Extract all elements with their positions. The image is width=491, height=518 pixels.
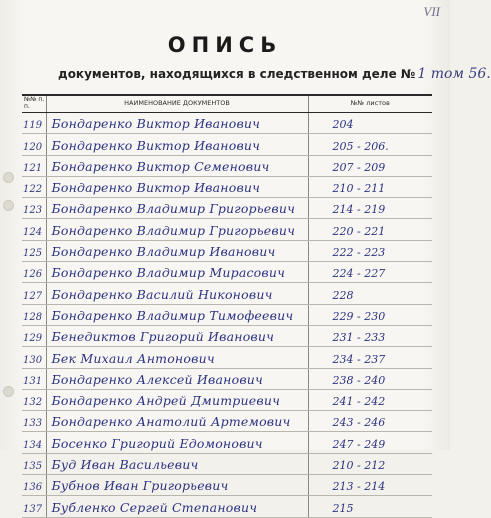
row-sheets: 228 <box>332 288 354 302</box>
row-sheets-cell <box>308 113 432 134</box>
row-sheets: 243 - 246 <box>332 416 386 430</box>
row-number-cell <box>22 432 46 453</box>
row-number-cell <box>22 198 46 219</box>
row-document-name: Бондаренко Виктор Иванович <box>51 137 261 153</box>
table-row <box>22 240 432 261</box>
table-row <box>22 262 432 283</box>
row-number: 137 <box>23 503 43 515</box>
row-document-name: Бондаренко Владимир Мирасович <box>51 265 286 281</box>
row-number-cell <box>22 113 46 134</box>
row-number-cell <box>22 240 46 261</box>
row-sheets-cell <box>308 432 432 453</box>
row-document-name: Бенедиктов Григорий Иванович <box>51 329 275 345</box>
row-number: 119 <box>23 120 43 132</box>
row-number-cell <box>22 389 46 410</box>
row-number-cell <box>22 453 46 474</box>
row-sheets: 247 - 249 <box>332 437 386 451</box>
subtitle-handwritten: 1 том 56. <box>417 66 491 82</box>
row-sheets-cell <box>308 496 432 517</box>
table-row <box>22 198 432 219</box>
row-sheets-cell <box>308 240 432 261</box>
row-number: 135 <box>23 461 43 473</box>
row-sheets-cell <box>308 347 432 368</box>
row-sheets: 231 - 233 <box>332 331 386 345</box>
row-number: 127 <box>23 290 43 302</box>
row-number-cell <box>22 262 46 283</box>
table-row <box>22 155 432 176</box>
row-document-name-cell <box>46 411 308 432</box>
row-document-name-cell <box>46 304 308 325</box>
row-document-name-cell <box>46 368 308 389</box>
table-body <box>22 113 432 518</box>
row-document-name-cell <box>46 262 308 283</box>
row-sheets-cell <box>308 389 432 410</box>
row-number: 123 <box>23 205 43 217</box>
row-document-name-cell <box>46 432 308 453</box>
table-row <box>22 304 432 325</box>
row-number-cell <box>22 496 46 517</box>
row-document-name-cell <box>46 475 308 496</box>
table-row <box>22 347 432 368</box>
row-document-name: Бондаренко Андрей Дмитриевич <box>51 393 281 409</box>
table-row <box>22 475 432 496</box>
row-sheets-cell <box>308 453 432 474</box>
row-document-name-cell <box>46 176 308 197</box>
row-number: 129 <box>23 333 43 345</box>
row-sheets: 210 - 211 <box>332 182 386 196</box>
header-sheets: №№ листов <box>308 95 432 113</box>
row-sheets: 210 - 212 <box>332 459 386 473</box>
row-sheets-cell <box>308 262 432 283</box>
table-row <box>22 219 432 240</box>
header-document-name: НАИМЕНОВАНИЕ ДОКУМЕНТОВ <box>46 95 308 113</box>
inventory-table <box>22 94 432 518</box>
row-document-name: Бондаренко Владимир Григорьевич <box>51 222 296 238</box>
row-document-name: Бондаренко Виктор Иванович <box>51 180 261 196</box>
row-document-name: Бондаренко Виктор Семенович <box>51 158 270 174</box>
row-document-name-cell <box>46 283 308 304</box>
row-document-name: Бондаренко Владимир Григорьевич <box>51 201 296 217</box>
table-row <box>22 389 432 410</box>
row-document-name: Бондаренко Виктор Иванович <box>51 116 261 132</box>
row-document-name-cell <box>46 198 308 219</box>
corner-mark: VII <box>423 4 440 19</box>
row-sheets: 224 - 227 <box>332 267 386 281</box>
row-sheets: 234 - 237 <box>332 352 386 366</box>
row-number: 134 <box>23 439 43 451</box>
row-sheets: 207 - 209 <box>332 160 386 174</box>
row-number: 133 <box>23 418 43 430</box>
row-number: 126 <box>23 269 43 281</box>
table-row <box>22 453 432 474</box>
table-header-row <box>22 95 432 113</box>
row-sheets-cell <box>308 283 432 304</box>
table-row <box>22 283 432 304</box>
row-sheets: 220 - 221 <box>332 224 386 238</box>
row-number: 122 <box>23 184 43 196</box>
row-sheets: 214 - 219 <box>332 203 386 217</box>
row-document-name: Бубленко Сергей Степанович <box>51 499 258 515</box>
row-document-name-cell <box>46 240 308 261</box>
row-sheets-cell <box>308 368 432 389</box>
row-document-name-cell <box>46 453 308 474</box>
row-sheets-cell <box>308 411 432 432</box>
row-document-name: Бондаренко Владимир Иванович <box>51 244 276 260</box>
document-title: ОПИСЬ <box>167 33 283 57</box>
row-sheets-cell <box>308 304 432 325</box>
row-sheets-cell <box>308 134 432 155</box>
row-document-name: Бондаренко Владимир Тимофеевич <box>51 307 294 323</box>
binder-hole <box>3 200 14 211</box>
row-sheets: 241 - 242 <box>332 395 386 409</box>
row-sheets: 213 - 214 <box>332 480 386 494</box>
row-number: 130 <box>23 354 43 366</box>
binder-hole <box>3 172 14 183</box>
row-number: 121 <box>23 162 43 174</box>
row-document-name-cell <box>46 113 308 134</box>
row-sheets: 238 - 240 <box>332 373 386 387</box>
row-number: 128 <box>23 311 43 323</box>
row-sheets-cell <box>308 219 432 240</box>
row-sheets-cell <box>308 325 432 346</box>
row-number-cell <box>22 155 46 176</box>
row-sheets: 215 <box>332 501 354 515</box>
row-sheets: 204 <box>332 118 354 132</box>
row-document-name-cell <box>46 347 308 368</box>
row-sheets-cell <box>308 155 432 176</box>
table-row <box>22 134 432 155</box>
row-number-cell <box>22 475 46 496</box>
row-number-cell <box>22 368 46 389</box>
row-document-name: Бондаренко Василий Никонович <box>51 286 273 302</box>
table-row <box>22 176 432 197</box>
row-document-name: Босенко Григорий Едомонович <box>51 435 263 451</box>
row-document-name-cell <box>46 496 308 517</box>
row-sheets-cell <box>308 198 432 219</box>
row-document-name-cell <box>46 219 308 240</box>
row-document-name: Буд Иван Васильевич <box>51 457 199 473</box>
row-number: 124 <box>23 226 43 238</box>
document-subtitle <box>58 66 491 82</box>
table-row <box>22 368 432 389</box>
row-document-name-cell <box>46 389 308 410</box>
row-number-cell <box>22 347 46 368</box>
row-document-name-cell <box>46 134 308 155</box>
table-row <box>22 325 432 346</box>
row-document-name-cell <box>46 325 308 346</box>
row-sheets: 205 - 206. <box>332 139 389 153</box>
row-sheets: 222 - 223 <box>332 246 386 260</box>
table-row <box>22 411 432 432</box>
binder-hole <box>3 386 14 397</box>
row-number-cell <box>22 411 46 432</box>
row-number-cell <box>22 325 46 346</box>
row-sheets-cell <box>308 475 432 496</box>
row-number: 132 <box>23 397 43 409</box>
row-number: 120 <box>23 141 43 153</box>
row-number-cell <box>22 219 46 240</box>
row-sheets-cell <box>308 176 432 197</box>
row-number-cell <box>22 283 46 304</box>
row-document-name: Бубнов Иван Григорьевич <box>51 478 229 494</box>
table-row <box>22 113 432 134</box>
row-number-cell <box>22 304 46 325</box>
row-document-name-cell <box>46 155 308 176</box>
table-row <box>22 496 432 517</box>
row-number: 131 <box>23 375 43 387</box>
header-number: №№ п. п. <box>22 95 46 113</box>
row-number-cell <box>22 134 46 155</box>
row-number-cell <box>22 176 46 197</box>
table-row <box>22 432 432 453</box>
row-number: 136 <box>23 482 43 494</box>
row-document-name: Бек Михаил Антонович <box>51 350 215 366</box>
row-document-name: Бондаренко Анатолий Артемович <box>51 414 291 430</box>
row-sheets: 229 - 230 <box>332 309 386 323</box>
subtitle-printed: документов, находящихся в следственном деле № <box>58 67 416 81</box>
row-number: 125 <box>23 248 43 260</box>
row-document-name: Бондаренко Алексей Иванович <box>51 371 264 387</box>
